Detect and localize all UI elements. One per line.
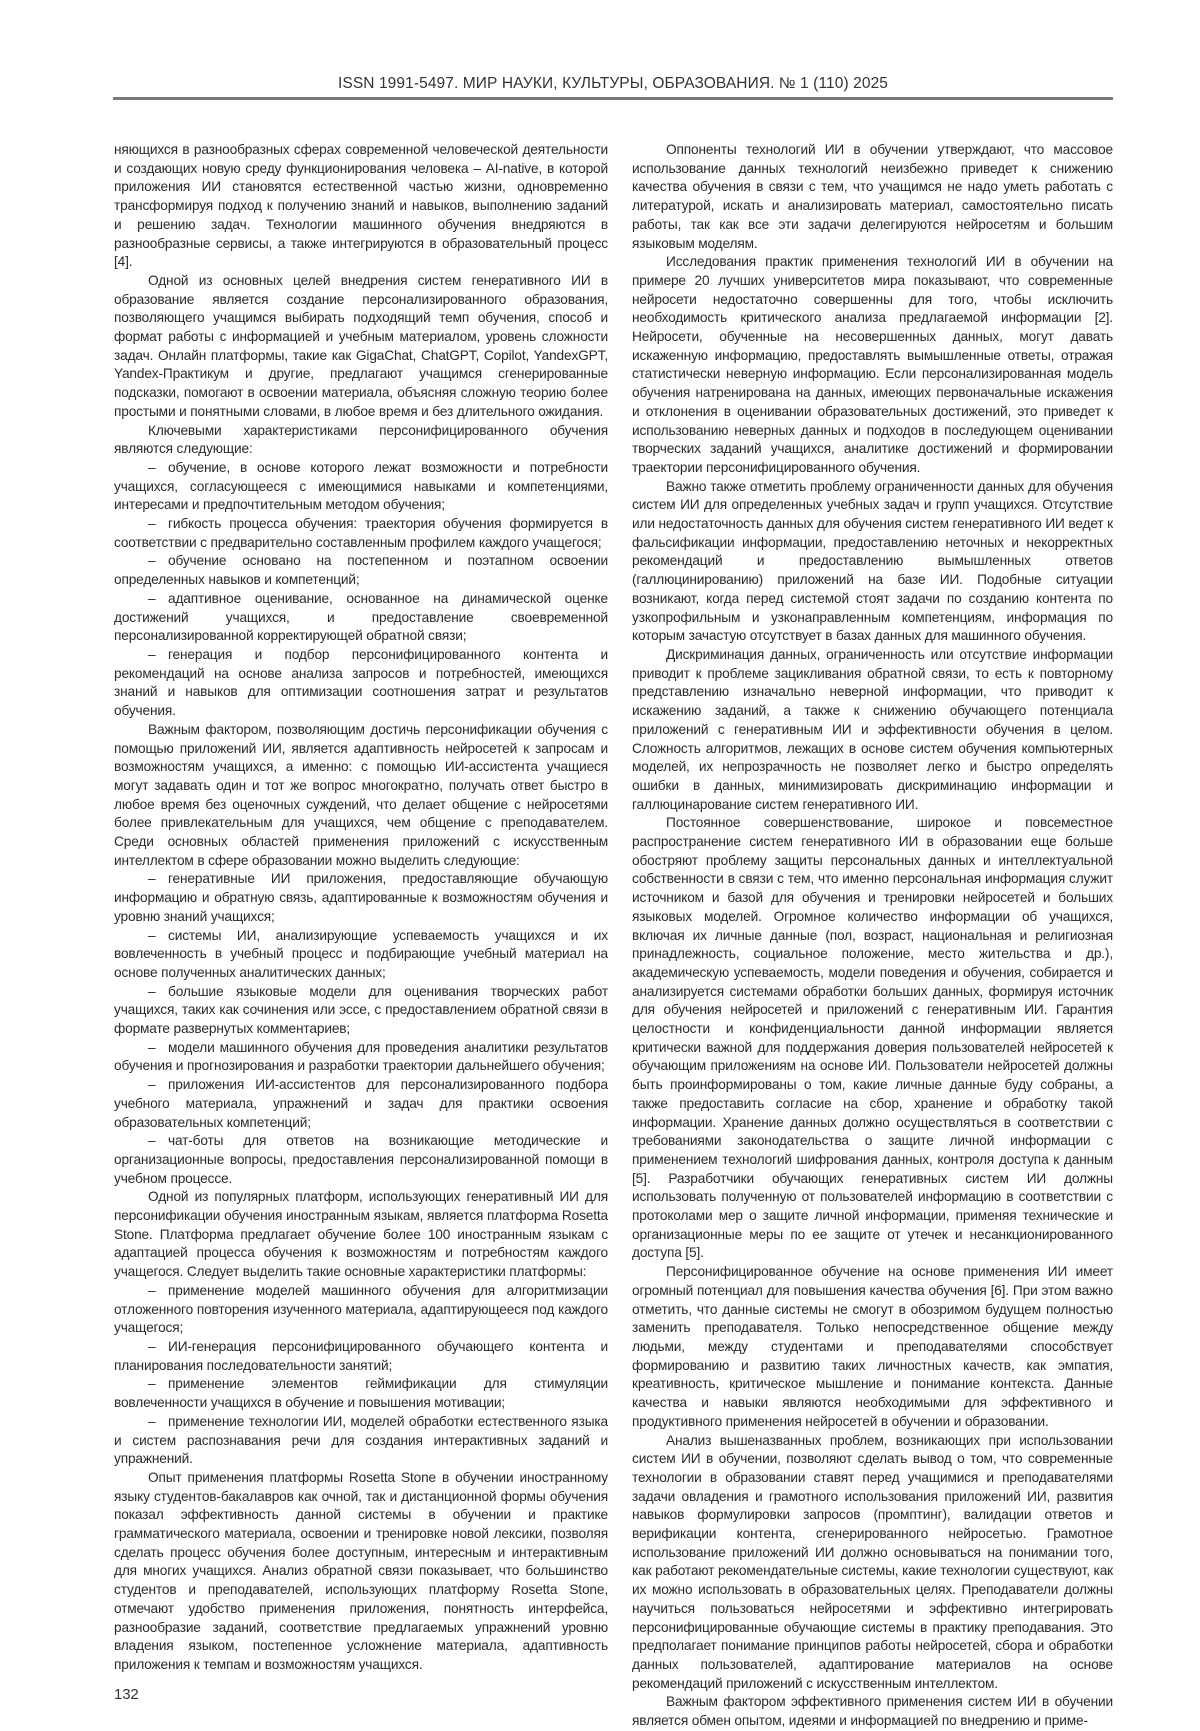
list-item-text: приложения ИИ-ассистентов для персонализированного подбора учебного материала, упражнений и задач для практики освоения образовательных компетенций; [114,1077,608,1130]
list-item-text: обучение, в основе которого лежат возможности и потребности учащихся, согласующееся с имеющимися навыками и компетенциями, интересами и предпочтительным методом обучения; [114,459,608,513]
list-item-text: большие языковые модели для оценивания творческих работ учащихся, таких как сочинения или эссе, с предоставлением обратной связи в формате развернутых комментариев; [114,983,608,1037]
list-item [114,1076,608,1132]
list-item [114,515,608,552]
list-dash: – [148,1376,156,1392]
list-dash: – [148,553,156,569]
list-item [114,983,608,1039]
list-dash: – [148,1133,156,1149]
paragraph: Важным фактором эффективного применения систем ИИ в обучении является обмен опытом, идеями и информацией по внедрению и приме- [632,1694,1113,1729]
paragraph: Оппоненты технологий ИИ в обучении утверждают, что массовое использование данных технологий неизбежно приведет к снижению качества обучения в связи с тем, что учащимся не надо уметь работать с литературой, искать и анализировать материал, самостоятельно писать работы, так как все эти задачи делегируются нейросетям и большим языковым моделям. [632,142,1113,251]
list-item [114,1338,608,1375]
list-item [114,1282,608,1338]
paragraph: Одной из популярных платформ, использующих генеративный ИИ для персонификации обучения иностранным языкам, является платформа Rosetta Stone. Платформа предлагает обучение более 100 иностранным языкам с адаптацией процесса обучения к возможностям и потребностям каждого учащегося. Следует выделить такие основные характеристики платформы: [114,1189,608,1280]
list-item-text: адаптивное оценивание, основанное на динамической оценке достижений учащихся, и предоставление своевременной персонализированной корректирующей обратной связи; [114,590,608,644]
left-column-text [114,141,608,1675]
list-dash: – [148,1339,156,1354]
right-column [632,141,1113,1731]
paragraph: Дискриминация данных, ограниченность или отсутствие информации приводит к проблеме зацикливания обратной связи, то есть к повторному представлению изначально неверной информации, что приводит к искажению заданий, а также к снижению обучающего потенциала приложений с генеративным ИИ и эффективности обучения в целом. Сложность алгоритмов, лежащих в основе систем обучения компьютерных моделей, их непрозрачность не позволяет легко и быстро определять ошибки в данных, минимизировать дискриминацию информации и галлюцинарование систем генеративного ИИ. [632,646,1113,812]
list-item [114,552,608,589]
paragraph: Ключевыми характеристиками персонифицированного обучения являются следующие: [114,422,608,457]
list-item-text: применение элементов геймификации для стимуляции вовлеченности учащихся в обучение и повышения мотивации; [114,1376,608,1411]
paragraph: Анализ вышеназванных проблем, возникающих при использовании систем ИИ в обучении, позволяют сделать вывод о том, что современные технологии в образовании ставят перед учащимися и преподавателями задачи овладения и грамотного использования приложений ИИ, развития навыков формулировки запросов (промптинг), валидации ответов и верификации контента, сгенерированного нейросетью. Грамотное использование приложений ИИ должно основываться на понимании того, как работают рекомендательные системы, какие технологии существуют, как их можно использовать в образовательных целях. Преподаватели должны научиться пользоваться нейросетями и эффективно интегрировать персонифицированные обучающие системы в практику преподавания. Это предполагает понимание принципов работы нейросетей, сбора и обработки данных пользователей, адаптирование материалов на основе рекомендаций приложений с искусственным интеллектом. [632,1432,1113,1691]
list-item [114,1039,608,1076]
list-item [114,1413,608,1469]
list-dash: – [148,516,156,532]
running-header: ISSN 1991-5497. МИР НАУКИ, КУЛЬТУРЫ, ОБРАЗОВАНИЯ. № 1 (110) 2025 [337,75,889,92]
list-dash: – [148,1282,156,1298]
list-item [114,1132,608,1188]
list-dash: – [148,590,156,606]
list-dash: – [148,646,156,662]
list-item-text: модели машинного обучения для проведения аналитики результатов обучения и прогнозирования и разработки траектории дальнейшего обучения; [114,1039,608,1074]
paragraph: Важно также отметить проблему ограниченности данных для обучения систем ИИ для определенных учебных задач и групп учащихся. Отсутствие или недостаточность данных для обучения систем генеративного ИИ ведет к фальсификации информации, предоставлению неточных и некорректных рекомендаций и предоставлению вымышленных ответов (галлюцинированию) приложений на базе ИИ. Подобные ситуации возникают, когда перед системой стоят задачи по созданию контента по узкопрофильным и узконаправленным компетенциям, информация по которым зачастую отсутствует в базах данных для машинного обучения. [632,478,1113,644]
list-dash: – [148,871,156,887]
paragraph: Опыт применения платформы Rosetta Stone в обучении иностранному языку студентов-бакалавров как очной, так и дистанционной формы обучения показал эффективность данной системы в обучении и практике грамматического материала, освоении и тренировке новой лексики, позволяя сделать процесс обучения более доступным, интересным и интерактивным для многих учащихся. Анализ обратной связи показывает, что большинство студентов и преподавателей, использующих платформу Rosetta Stone, отмечают удобство применения приложения, понятность интерфейса, разнообразие заданий, соответствие предлагаемых упражнений уровню владения языком, постепенное усложнение материала, адаптивность приложения к темпам и возможностям учащихся. [114,1469,608,1672]
list-item [114,646,608,721]
list-item-text: применение моделей машинного обучения для алгоритмизации отложенного повторения изученного материала, адаптирующееся под каждого учащегося; [114,1282,608,1336]
paragraph: Исследования практик применения технологий ИИ в обучении на примере 20 лучших университетов мира показывают, что современные нейросети недостаточно совершенны для того, чтобы исключить необходимость критического анализа предлагаемой информации [2]. Нейросети, обученные на несовершенных данных, могут давать искаженную информацию, предоставлять вымышленные ответы, отражая статистически неверную информацию. Если персонализированная модель обучения натренирована на данных, имеющих первоначальные искажения и отклонения в оценивании образовательных достижений, это приведет к использованию неверных данных и подходов в последующем оценивании творческих заданий учащихся, аналитике достижений и формировании траектории персонифицированного обучения. [632,254,1113,475]
list-dash: – [148,983,156,999]
paragraph: Важным фактором, позволяющим достичь персонификации обучения с помощью приложений ИИ, является адаптивность нейросетей к запросам и возможностям учащихся, а именно: с помощью ИИ-ассистента учащиеся могут задавать один и тот же вопрос многократно, получать ответ быстро в любое время без оценочных суждений, что делает общение с нейросетями более привлекательным для учащихся, чем общение с преподавателем. Среди основных областей применения приложений с искусственным интеллектом в сфере образовании можно выделить следующие: [114,721,608,868]
header-rule [113,97,1113,100]
list-dash: – [148,927,156,943]
paragraph: Персонифицированное обучение на основе применения ИИ имеет огромный потенциал для повышения качества обучения [6]. При этом важно отметить, что данные системы не смогут в обозримом будущем полностью заменить преподавателя. Только непосредственное общение между людьми, между студентами и преподавателями способствует формированию и развитию таких личностных качеств, как эмпатия, креативность, критическое мышление и понимание контекста. Данные качества и навыки являются необходимыми для эффективного и продуктивного применения нейросетей в обучении и образовании. [632,1264,1113,1429]
list-dash: – [148,459,156,475]
list-item-text: чат-боты для ответов на возникающие методические и организационные вопросы, предоставления персонализированной помощи в учебном процессе. [114,1133,608,1186]
list-item [114,459,608,515]
list-item [114,927,608,983]
list-item [114,870,608,926]
list-item-text: гибкость процесса обучения: траектория обучения формируется в соответствии с предварительно составленным профилем каждого учащегося; [114,516,608,550]
page-number: 132 [114,1685,139,1703]
paragraph: Одной из основных целей внедрения систем генеративного ИИ в образование является создание персонализированного образования, позволяющего учащимся выбирать подходящий темп обучения, способ и формат работы с информацией и учебным материалом, уровень сложности задач. Онлайн платформы, такие как GigaChat, ChatGPT, Copilot, YandexGPT, Yandex-Практикум и другие, предлагают учащимся сгенерированные подсказки, помогают в освоении материала, объясняя сложную теорию более простыми и понятными словами, в любое время и без длительного ожидания. [114,272,608,419]
list-item [114,1375,608,1412]
list-item-text: системы ИИ, анализирующие успеваемость учащихся и их вовлеченность в учебный процесс и подбирающие учебный материал на основе полученных аналитических данных; [114,927,608,980]
list-item [114,590,608,646]
list-dash: – [148,1413,156,1429]
paragraph: Постоянное совершенствование, широкое и повсеместное распространение систем генеративного ИИ в образовании еще больше обостряют проблему защиты персональных данных и интеллектуальной собственности в связи с тем, что именно персональная информация служит источником и базой для обучения и тренировки нейросетей и больших языковых моделей. Огромное количество информации об учащихся, включая их личные данные (пол, возраст, национальная и религиозная принадлежность, социальное положение, место жительства и др.), академическую успеваемость, модели поведения и обучения, собирается и анализируется системами обработки больших данных, формируя источник для обучения нейросетей и приложений с генеративным ИИ. Гарантия целостности и конфиденциальности данной информации является критически важной для поддержания доверия пользователей нейросетей к обучающим приложениям на основе ИИ. Пользователи нейросетей должны быть проинформированы о том, какие личные данные буду собраны, а также предоставить согласие на сбор, хранение и обработку такой информации. Хранение данных должно осуществляться в соответствии с требованиями законодательства о защите личной информации с применением технологий шифрования данных, контроля доступа к данным [5]. Разработчики обучающих генеративных систем ИИ должны использовать полученную от пользователей информацию в соответствии с протоколами мер о защите личной информации, применяя технические и организационные меры по ее защите от утечек и несанкционированного доступа [5]. [632,815,1113,1261]
list-item-text: генерация и подбор персонифицированного контента и рекомендаций на основе анализа запросов и потребностей, имеющихся знаний и навыков для оптимизации соотношения затрат и результатов обучения. [114,646,608,719]
list-item-text: генеративные ИИ приложения, предоставляющие обучающую информацию и обратную связь, адаптированные к возможностям обучения и уровню знаний учащихся; [114,871,608,924]
list-item-text: применение технологии ИИ, моделей обработки естественного языка и систем распознавания речи для создания интерактивных заданий и упражнений. [114,1413,608,1467]
list-dash: – [148,1077,156,1093]
right-column-text [632,141,1113,1731]
left-column [114,141,608,1705]
list-item-text: ИИ-генерация персонифицированного обучающего контента и планирования последовательности занятий; [114,1339,608,1373]
paragraph-continuation: няющихся в разнообразных сферах современной человеческой деятельности и создающих новую среду функционирования человека – AI-native, в которой приложения ИИ становятся естественной частью жизни, одновременно трансформируя подход к получению знаний и навыков, выполнению заданий и решению задач. Технологии машинного обучения внедряются в разнообразные сервисы, а также интегрируются в образовательный процесс [4]. [114,142,608,270]
list-item-text: обучение основано на постепенном и поэтапном освоении определенных навыков и компетенций; [114,553,608,588]
list-dash: – [148,1039,156,1055]
